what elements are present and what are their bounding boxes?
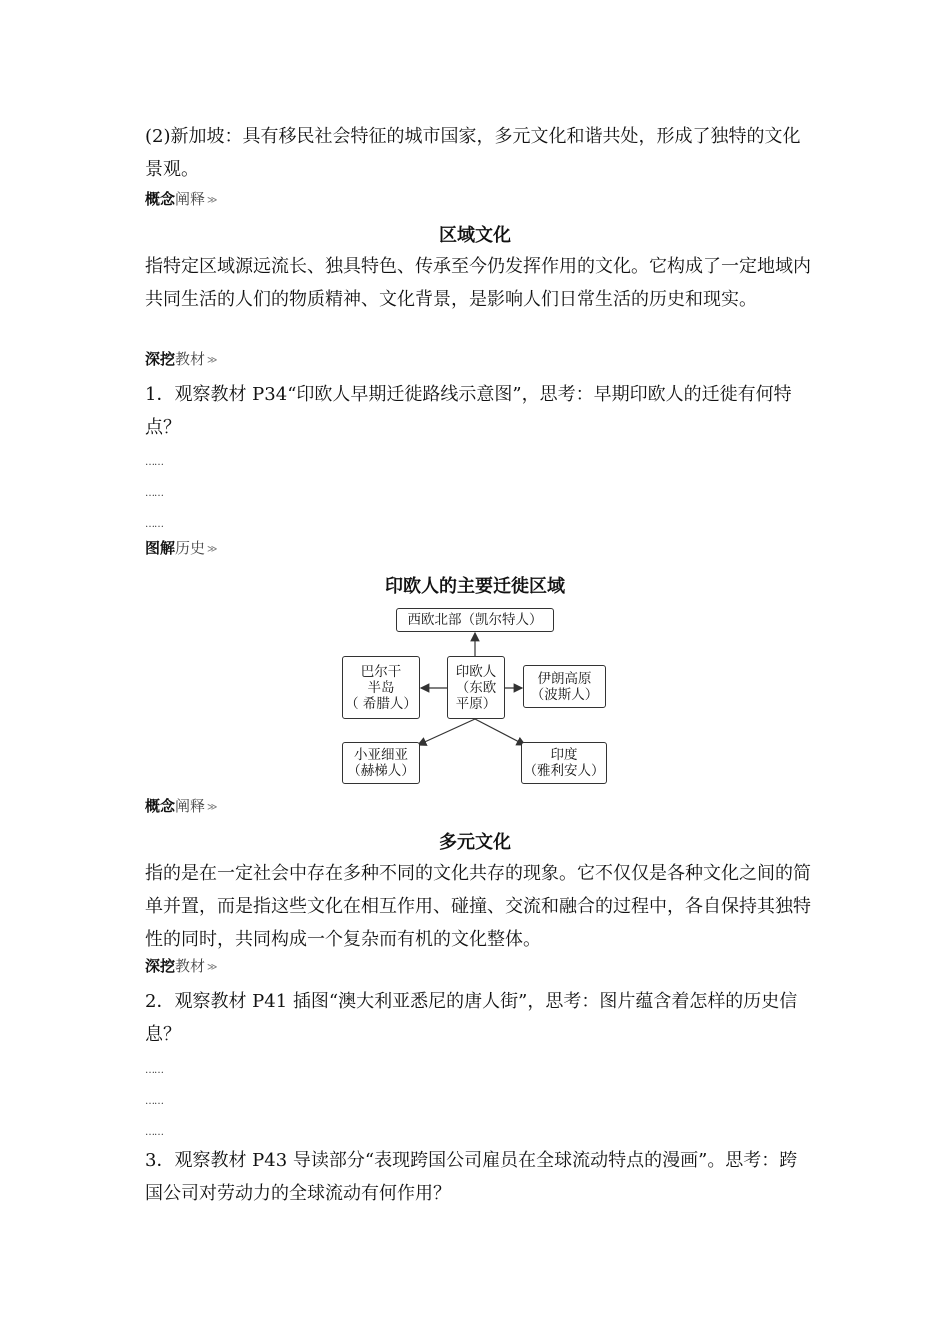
section-header-light: 阐释 xyxy=(175,797,206,815)
box-indo-europeans: 印欧人 （东欧 平原） xyxy=(447,656,505,719)
section-header-light: 教材 xyxy=(175,350,206,368)
answer-blank: …… xyxy=(145,457,163,468)
box-asia-minor: 小亚细亚 （赫梯人） xyxy=(342,742,420,784)
box-india: 印度 （雅利安人） xyxy=(521,742,607,784)
section-header-light: 阐释 xyxy=(175,190,206,208)
term-title-multiculture: 多元文化 xyxy=(439,832,511,853)
box-iran: 伊朗高原 （波斯人） xyxy=(523,665,606,708)
chevron-down-icon: ≫ xyxy=(207,355,218,366)
answer-blank: …… xyxy=(145,1096,163,1107)
answer-blank: …… xyxy=(145,1127,163,1138)
section-header-bold: 深挖 xyxy=(145,957,176,975)
arrow-southwest xyxy=(418,719,475,745)
definition-regional-culture: 指特定区域源远流长、独具特色、传承至今仍发挥作用的文化。它构成了一定地域内共同生活的人们的物质精神、文化背景，是影响人们日常生活的历史和现实。 xyxy=(145,256,811,310)
chevron-down-icon: ≫ xyxy=(207,802,218,813)
question-2: 2．观察教材 P41 插图“澳大利亚悉尼的唐人街”，思考：图片蕴含着怎样的历史信息？ xyxy=(145,991,798,1045)
chevron-down-icon: ≫ xyxy=(207,962,218,973)
section-header-bold: 概念 xyxy=(145,190,176,208)
section-header-light: 教材 xyxy=(175,957,206,975)
question-1: 1．观察教材 P34“印欧人早期迁徙路线示意图”，思考：早期印欧人的迁徙有何特点？ xyxy=(145,384,792,438)
arrow-southeast xyxy=(475,719,525,745)
chevron-down-icon: ≫ xyxy=(207,195,218,206)
answer-blank: …… xyxy=(145,1065,163,1076)
section-header-bold: 深挖 xyxy=(145,350,176,368)
section-header-concept xyxy=(145,796,218,818)
box-balkan: 巴尔干 半岛 （ 希腊人） xyxy=(342,656,420,719)
box-western-europe: 西欧北部（凯尔特人） xyxy=(396,608,554,632)
singapore-paragraph: (2)新加坡：具有移民社会特征的城市国家，多元文化和谐共处，形成了独特的文化景观。 xyxy=(145,126,801,180)
diagram-title: 印欧人的主要迁徙区域 xyxy=(385,576,565,597)
section-header-bold: 概念 xyxy=(145,797,176,815)
answer-blank: …… xyxy=(145,488,163,499)
question-3: 3．观察教材 P43 导读部分“表现跨国公司雇员在全球流动特点的漫画”。思考：跨国公司对劳动力的全球流动有何作用？ xyxy=(145,1150,798,1204)
answer-blank: …… xyxy=(145,519,163,530)
definition-multiculture: 指的是在一定社会中存在多种不同的文化共存的现象。它不仅仅是各种文化之间的简单并置，而是指这些文化在相互作用、碰撞、交流和融合的过程中，各自保持其独特性的同时，共同构成一个复杂而有机的文化整体。 xyxy=(145,863,811,950)
section-header-bold: 图解 xyxy=(145,539,176,557)
term-title-regional-culture: 区域文化 xyxy=(439,225,511,246)
section-header-textbook xyxy=(145,956,218,978)
section-header-light: 历史 xyxy=(175,539,206,557)
chevron-down-icon: ≫ xyxy=(207,544,218,555)
